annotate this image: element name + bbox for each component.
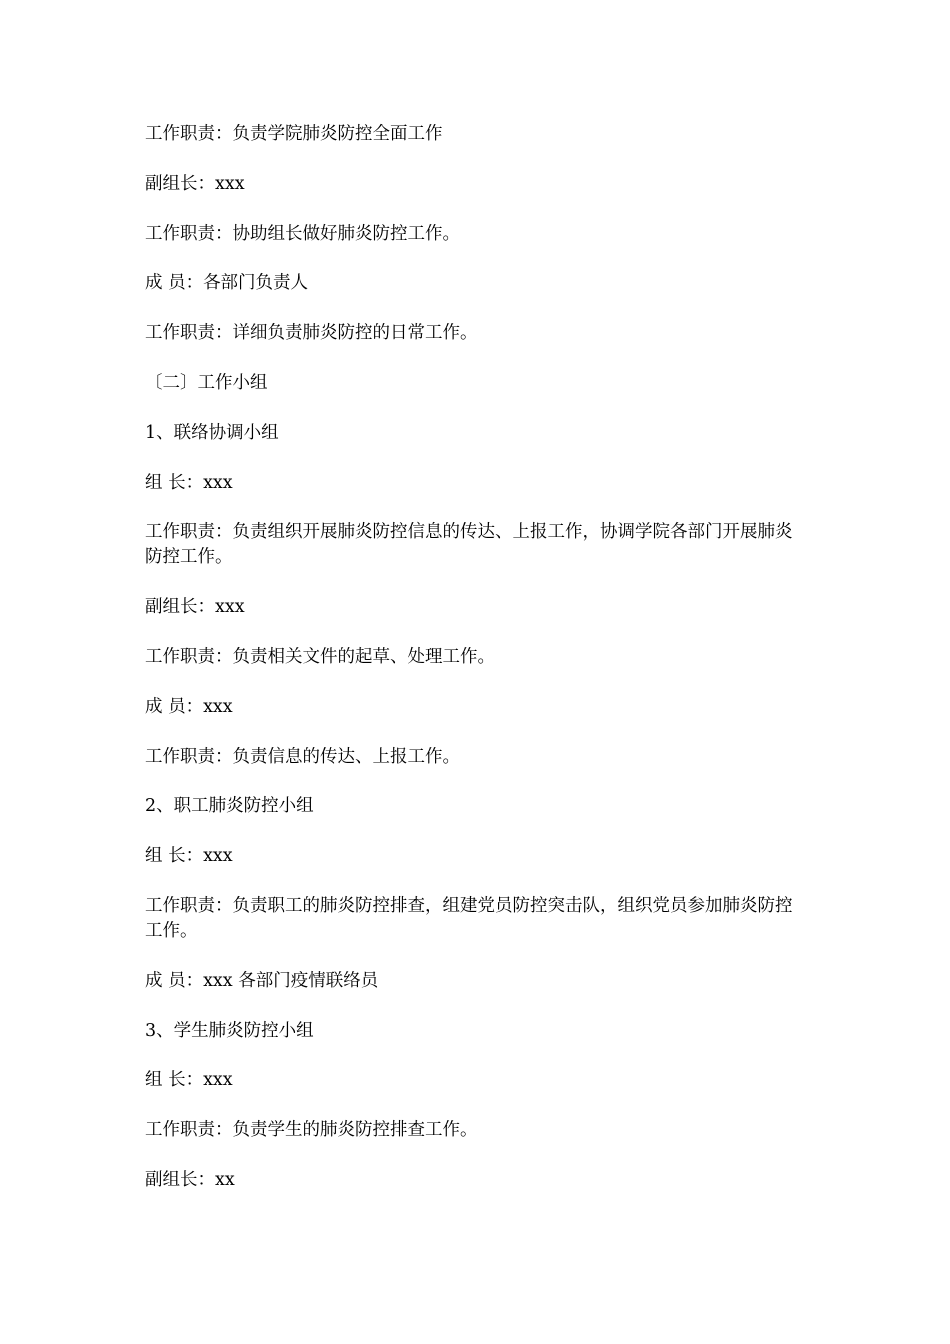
paragraph-duty-members: 工作职责：详细负责肺炎防控的日常工作。	[145, 323, 478, 344]
paragraph-staff-leader: 组 长：xxx	[145, 846, 233, 867]
paragraph-liaison-deputy: 副组长：xxx	[145, 597, 245, 618]
paragraph-members: 成 员：各部门负责人	[145, 273, 309, 294]
document-body	[145, 122, 800, 1218]
paragraph-staff-leader-duty: 工作职责：负责职工的肺炎防控排查，组建党员防控突击队，组织党员参加肺炎防控工作。	[145, 895, 793, 941]
paragraph-staff-members: 成 员：xxx 各部门疫情联络员	[145, 970, 379, 991]
paragraph-student-leader-duty: 工作职责：负责学生的肺炎防控排查工作。	[145, 1120, 478, 1141]
paragraph-liaison-deputy-duty: 工作职责：负责相关文件的起草、处理工作。	[145, 646, 495, 667]
subheading-staff-group: 2、职工肺炎防控小组	[145, 796, 314, 817]
paragraph-duty-deputy: 工作职责：协助组长做好肺炎防控工作。	[145, 223, 460, 244]
paragraph-liaison-members-duty: 工作职责：负责信息的传达、上报工作。	[145, 746, 460, 767]
paragraph-liaison-members: 成 员：xxx	[145, 696, 233, 717]
subheading-liaison-group: 1、联络协调小组	[145, 422, 279, 443]
paragraph-liaison-leader: 组 长：xxx	[145, 472, 233, 493]
paragraph-duty-leader: 工作职责：负责学院肺炎防控全面工作	[145, 124, 443, 144]
paragraph-student-deputy: 副组长：xx	[145, 1169, 235, 1190]
paragraph-deputy-leader: 副组长：xxx	[145, 173, 245, 194]
section-heading-work-groups: 〔二〕工作小组	[145, 372, 268, 393]
paragraph-student-leader: 组 长：xxx	[145, 1070, 233, 1091]
paragraph-liaison-leader-duty: 工作职责：负责组织开展肺炎防控信息的传达、上报工作，协调学院各部门开展肺炎防控工作。	[145, 522, 793, 568]
subheading-student-group: 3、学生肺炎防控小组	[145, 1020, 314, 1041]
